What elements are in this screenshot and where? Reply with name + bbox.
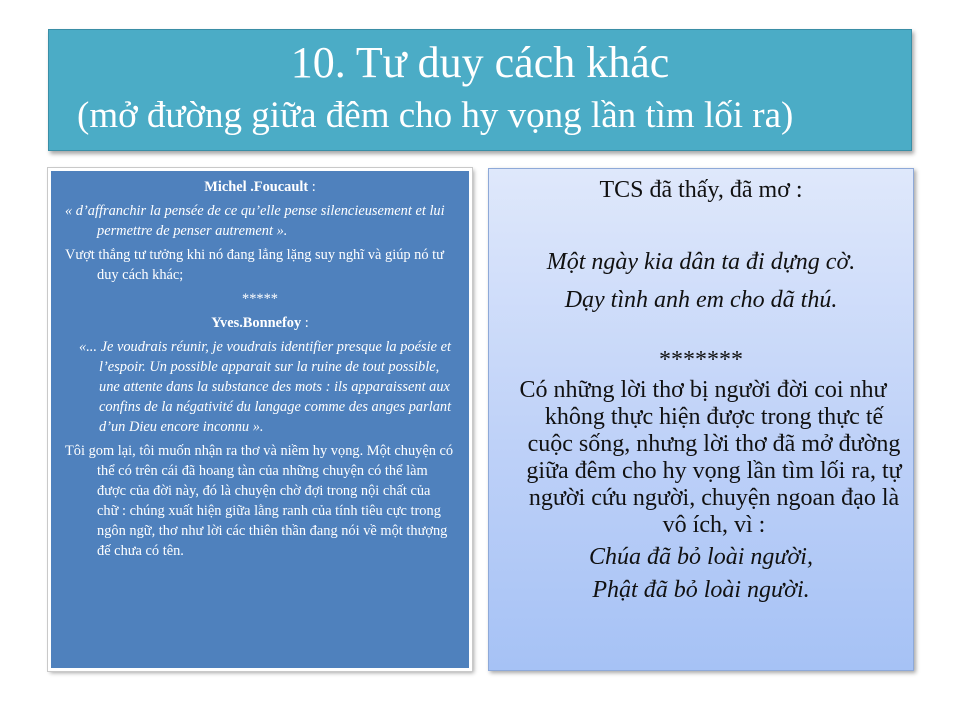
slide-title-box	[48, 29, 912, 151]
quote-foucault-vietnamese: Vượt thắng tư tưởng khi nó đang lẳng lặng suy nghĩ và giúp nó tư duy cách khác;	[65, 247, 444, 283]
ending-line-2: Phật đã bỏ loài người.	[592, 577, 810, 603]
slide-subtitle: (mở đường giữa đêm cho hy vọng lần tìm lối ra)	[77, 95, 794, 136]
separator-stars: *****	[242, 291, 278, 307]
quote-bonnefoy-vietnamese: Tôi gom lại, tôi muốn nhận ra thơ và niềm hy vọng. Một chuyện có thể có trên cái đã hoang tàn của những chuyện có thể làm được của đời này, đó là chuyện chờ đợi trong nội chất của chữ : chúng xuất hiện giữa lằng ranh của tính tiêu cực trong ngôn ngữ, thơ như lời các thiên thần đang nói về một thượng đế chưa có tên.	[65, 443, 454, 559]
right-text-panel	[488, 168, 914, 671]
author-foucault-colon: :	[308, 179, 316, 195]
author-bonnefoy-colon: :	[301, 315, 309, 331]
verse-line-1: Một ngày kia dân ta đi dựng cờ.	[546, 249, 856, 275]
right-separator-stars: *******	[659, 347, 743, 373]
quote-foucault-french: « d’affranchir la pensée de ce qu’elle pense silencieusement et lui permettre de penser autrement ».	[65, 203, 445, 239]
author-bonnefoy	[65, 313, 455, 333]
right-heading: TCS đã thấy, đã mơ :	[599, 177, 803, 203]
author-foucault	[65, 177, 455, 197]
author-foucault-name: Michel .Foucault	[204, 179, 309, 195]
ending-line-1: Chúa đã bỏ loài người,	[589, 544, 813, 570]
slide-title: 10. Tư duy cách khác	[290, 38, 670, 87]
verse-line-2: Dạy tình anh em cho dã thú.	[564, 287, 838, 313]
right-body-text: Có những lời thơ bị người đời coi như không thực hiện được trong thực tế cuộc sống, nhưng lời thơ đã mở đường giữa đêm cho hy vọng lần tìm lối ra, tự người cứu người, chuyện ngoan đạo là vô ích, vì :	[519, 377, 902, 538]
author-bonnefoy-name: Yves.Bonnefoy	[211, 315, 302, 331]
quote-bonnefoy-french: «... Je voudrais réunir, je voudrais identifier presque la poésie et l’espoir. Un possible apparait sur la ruine de tout possible, une attente dans la substance des mots : ils apparaissent aux confins de la négativité du langage comme des anges parlant d’un Dieu encore inconnu ».	[79, 339, 452, 435]
left-text-panel	[48, 168, 472, 671]
